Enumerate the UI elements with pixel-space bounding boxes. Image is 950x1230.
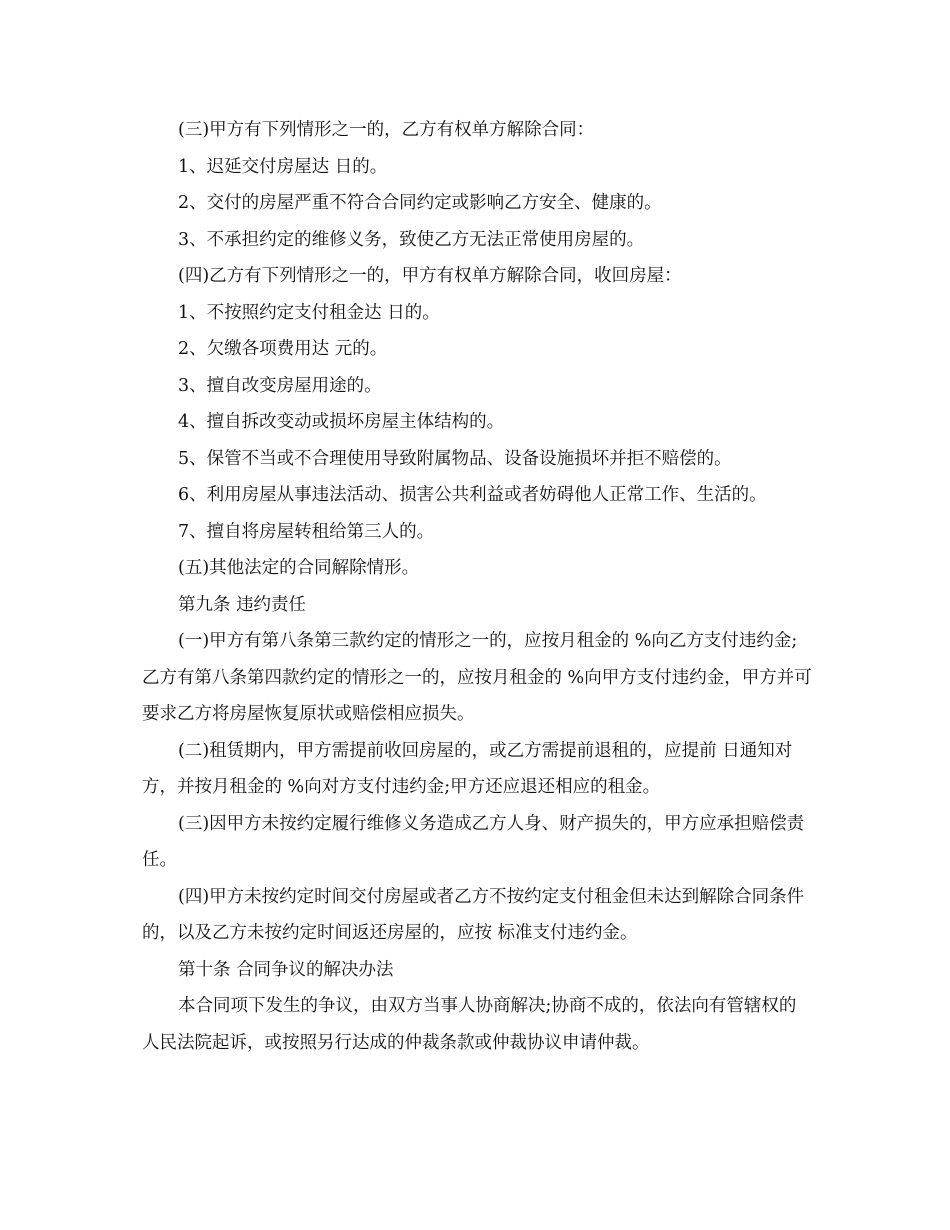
- clause-5-heading: (五)其他法定的合同解除情形。: [178, 558, 420, 578]
- clause-4-item-5: 5、保管不当或不合理使用导致附属物品、设备设施损坏并拒不赔偿的。: [178, 448, 732, 469]
- article-9-para-2: (二)租赁期内，甲方需提前收回房屋的，或乙方需提前退租的，应提前 日通知对方，并按月租金的 %向对方支付违约金;甲方还应退还相应的租金。: [142, 740, 793, 797]
- clause-4-item-4: 4、擅自拆改变动或损坏房屋主体结构的。: [178, 412, 505, 432]
- article-9-para-1: (一)甲方有第八条第三款约定的情形之一的，应按月租金的 %向乙方支付违约金;乙方有第八条第四款约定的情形之一的，应按月租金的 %向甲方支付违约金，甲方并可要求乙方将房屋恢复原状或赔偿相应损失。: [142, 631, 812, 724]
- clause-4-item-6: 6、利用房屋从事违法活动、损害公共利益或者妨碍他人正常工作、生活的。: [178, 485, 767, 505]
- clause-3-item-3: 3、不承担约定的维修义务，致使乙方无法正常使用房屋的。: [178, 229, 645, 250]
- article-10-title: 第十条 合同争议的解决办法: [178, 959, 394, 980]
- clause-4-item-3: 3、擅自改变房屋用途的。: [178, 375, 382, 396]
- article-9-title: 第九条 违约责任: [178, 594, 307, 615]
- clause-4-item-7: 7、擅自将房屋转租给第三人的。: [178, 521, 435, 542]
- clause-4-heading: (四)乙方有下列情形之一的，甲方有权单方解除合同，收回房屋：: [178, 266, 682, 286]
- clause-3-heading: (三)甲方有下列情形之一的，乙方有权单方解除合同：: [178, 120, 595, 140]
- article-9-para-4: (四)甲方未按约定时间交付房屋或者乙方不按约定支付租金但未达到解除合同条件的，以及乙方未按约定时间返还房屋的，应按 标准支付违约金。: [142, 886, 805, 943]
- clause-4-item-1: 1、不按照约定支付租金达 日的。: [178, 302, 440, 323]
- clause-3-item-2: 2、交付的房屋严重不符合合同约定或影响乙方安全、健康的。: [178, 193, 662, 213]
- clause-4-item-2: 2、欠缴各项费用达 元的。: [178, 339, 388, 359]
- document-body: [142, 112, 812, 1061]
- clause-3-item-1: 1、迟延交付房屋达 日的。: [178, 156, 388, 177]
- article-9-para-3: (三)因甲方未按约定履行维修义务造成乙方人身、财产损失的，甲方应承担赔偿责任。: [142, 813, 805, 870]
- article-10-para-1: 本合同项下发生的争议，由双方当事人协商解决;协商不成的，依法向有管辖权的人民法院起诉，或按照另行达成的仲裁条款或仲裁协议申请仲裁。: [142, 996, 797, 1053]
